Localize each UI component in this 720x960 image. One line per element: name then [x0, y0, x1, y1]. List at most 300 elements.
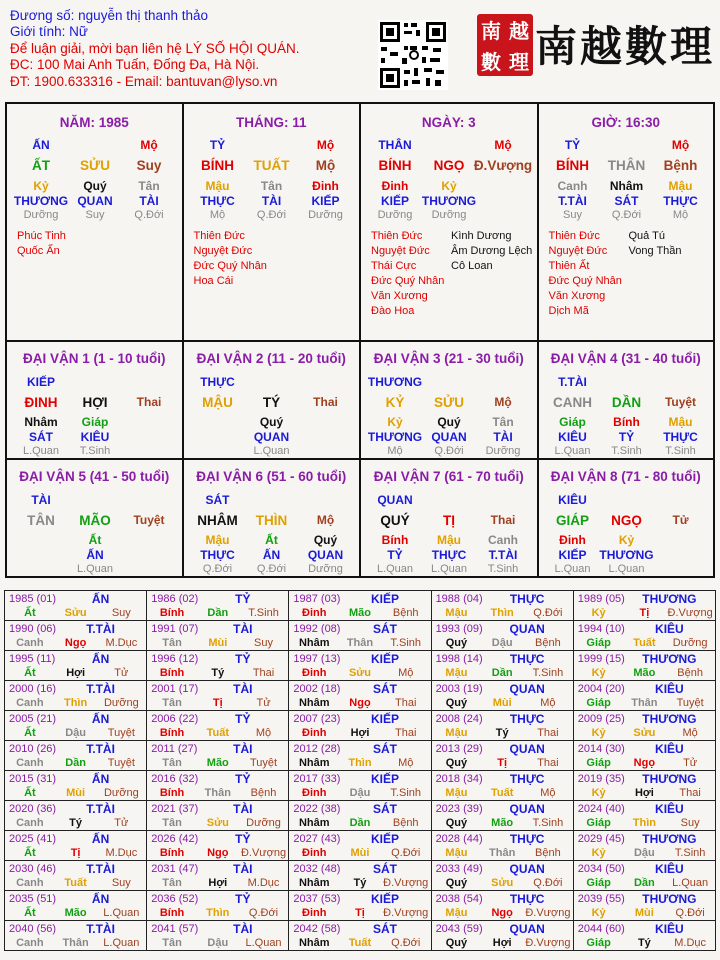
annual-cell[interactable]: [289, 771, 431, 801]
annual-cell[interactable]: [5, 861, 147, 891]
year-stem: Ất: [24, 727, 36, 739]
annual-cell[interactable]: [5, 711, 147, 741]
year-ten-god: T.TÀI: [86, 742, 115, 756]
star-label: Đức Quý Nhân: [371, 275, 445, 287]
annual-cell[interactable]: [573, 861, 715, 891]
pillar-top: Mộ: [140, 138, 158, 152]
annual-cell[interactable]: [5, 801, 147, 831]
dai-van-hidden: Quý: [313, 533, 338, 547]
contact-note: Để luận giải, mời bạn liên hệ LÝ SỐ HỘI QUÁN.: [10, 40, 300, 56]
year-pillar: [7, 787, 144, 799]
star-label: Cô Loan: [451, 260, 493, 272]
year-phase: Mộ: [540, 697, 556, 709]
gender: Giới tính: Nữ: [10, 24, 88, 40]
annual-cell[interactable]: [431, 921, 573, 951]
year-label: 2022 (38): [293, 803, 341, 815]
year-ten-god: SÁT: [372, 802, 397, 816]
dai-van-hidden: Giáp: [559, 415, 586, 429]
year-branch: Dậu: [491, 637, 513, 649]
dai-van-hidden-ten: QUAN: [307, 548, 344, 562]
dai-van-hidden-phase: T.Sinh: [79, 445, 111, 457]
dai-van-hidden-ten: KIẾP: [558, 548, 587, 562]
year-pillar: [291, 877, 428, 889]
annual-cell[interactable]: [431, 651, 573, 681]
year-label: 2026 (42): [151, 833, 199, 845]
phone-email[interactable]: ĐT: 1900.633316 - Email: bantuvan@lyso.vn: [10, 73, 278, 89]
year-pillar: [434, 787, 571, 799]
dai-van-hidden-ten: TÀI: [493, 430, 513, 444]
annual-cell[interactable]: [289, 861, 431, 891]
qr-code-icon[interactable]: [378, 20, 448, 90]
annual-cell[interactable]: [147, 771, 289, 801]
annual-cell[interactable]: [289, 741, 431, 771]
star-label: Đức Quý Nhân: [548, 275, 622, 287]
year-pillar: [434, 727, 571, 739]
year-stem: Nhâm: [298, 697, 330, 709]
dai-van-hidden: Ất: [88, 533, 102, 547]
pillar-top: Mộ: [494, 138, 512, 152]
pillar-phase: Q.Đới: [256, 209, 287, 221]
annual-cell[interactable]: [147, 651, 289, 681]
dai-van-hidden-ten: THỰC: [663, 430, 698, 444]
dai-van-hidden-ten: QUAN: [253, 430, 290, 444]
annual-cell[interactable]: [431, 711, 573, 741]
dai-van-box: [361, 342, 539, 460]
year-stem: Giáp: [586, 697, 611, 709]
pillar-top: TỶ: [209, 138, 226, 152]
pillar-ten: TÀI: [139, 194, 159, 208]
annual-cell[interactable]: [573, 741, 715, 771]
annual-cell[interactable]: [5, 771, 147, 801]
year-phase: L.Quan: [103, 937, 140, 949]
annual-cell[interactable]: [289, 621, 431, 651]
year-stem: Kỷ: [591, 607, 606, 619]
annual-cell[interactable]: [5, 741, 147, 771]
dai-van-hidden: Canh: [488, 533, 518, 547]
annual-cell[interactable]: [431, 621, 573, 651]
year-label: 2012 (28): [293, 743, 341, 755]
year-phase: Dưỡng: [246, 817, 281, 829]
year-label: 2008 (24): [435, 713, 483, 725]
year-branch: Ngọ: [633, 757, 656, 769]
year-pillar: [434, 607, 571, 619]
year-phase: Q.Đới: [675, 907, 705, 919]
annual-cell[interactable]: [147, 921, 289, 951]
dai-van-title: ĐẠI VẬN 4 (31 - 40 tuổi): [550, 351, 701, 366]
year-phase: L.Quan: [672, 877, 709, 889]
year-pillar: [576, 637, 713, 649]
year-stem: Đinh: [302, 727, 327, 739]
dai-van-hidden: Mậu: [437, 533, 461, 547]
year-branch: Thìn: [206, 907, 230, 919]
annual-cell[interactable]: [147, 861, 289, 891]
annual-cell[interactable]: [289, 831, 431, 861]
dai-van-stem: GIÁP: [555, 513, 589, 528]
annual-cell[interactable]: [147, 711, 289, 741]
year-pillar: [149, 667, 286, 679]
year-pillar: [434, 907, 571, 919]
year-label: 2019 (35): [577, 773, 625, 785]
year-stem: Nhâm: [298, 637, 330, 649]
pillar-hidden: Kỷ: [33, 179, 49, 193]
annual-cell[interactable]: [5, 891, 147, 921]
dai-van-hidden-phase: L.Quan: [608, 563, 645, 575]
annual-cell[interactable]: [289, 921, 431, 951]
year-stem: Mậu: [445, 667, 468, 679]
year-branch: Thìn: [490, 607, 514, 619]
annual-cell[interactable]: [431, 861, 573, 891]
annual-cell[interactable]: [573, 831, 715, 861]
year-stem: Bính: [159, 847, 185, 859]
year-branch: Mão: [64, 907, 87, 919]
year-branch: Dần: [491, 667, 513, 679]
dai-van-hidden-phase: Q.Đới: [202, 563, 233, 575]
year-label: 2031 (47): [151, 863, 199, 875]
annual-cell[interactable]: [289, 681, 431, 711]
dai-van-phase: Tuyệt: [664, 395, 697, 409]
year-pillar: [7, 727, 144, 739]
dai-van-stem: MẬU: [202, 395, 233, 410]
pillar-phase: Dưỡng: [308, 209, 343, 221]
year-branch: Hợi: [66, 667, 86, 679]
annual-luck-table: [4, 590, 716, 951]
dai-van-box: [361, 460, 539, 578]
annual-row: [5, 861, 716, 891]
dai-van-hidden: Tân: [492, 415, 514, 429]
year-branch: Thân: [489, 847, 516, 859]
year-label: 2040 (56): [9, 923, 57, 935]
year-pillar: [7, 937, 144, 949]
dai-van-hidden: Kỷ: [618, 533, 635, 547]
year-phase: T.Sinh: [532, 667, 564, 679]
year-stem: Đinh: [302, 787, 327, 799]
year-phase: M.Dục: [247, 877, 280, 889]
year-label: 2032 (48): [293, 863, 341, 875]
year-ten-god: TÀI: [233, 862, 253, 876]
annual-cell[interactable]: [289, 801, 431, 831]
year-phase: Suy: [680, 817, 700, 829]
year-branch: Tý: [69, 817, 83, 829]
year-stem: Mậu: [445, 607, 468, 619]
annual-row: [5, 591, 716, 621]
year-label: 2007 (23): [293, 713, 341, 725]
year-phase: Mộ: [398, 667, 414, 679]
year-phase: Đ.Vượng: [383, 907, 429, 919]
header-info: [10, 8, 380, 90]
year-phase: Q.Đới: [533, 607, 563, 619]
year-label: 2044 (60): [577, 923, 625, 935]
dai-van-stem: QUÝ: [380, 513, 410, 528]
year-label: 2028 (44): [435, 833, 483, 845]
pillar-top: THÂN: [378, 138, 412, 152]
annual-cell[interactable]: [147, 741, 289, 771]
dai-van-hidden: Mậu: [668, 415, 693, 429]
pillar-box: [7, 104, 184, 342]
year-stem: Kỷ: [591, 667, 606, 679]
year-branch: Tuất: [348, 937, 372, 949]
year-stem: Ất: [24, 787, 36, 799]
star-label: Thiên Đức: [548, 230, 600, 242]
annual-cell[interactable]: [147, 621, 289, 651]
year-ten-god: KIÊU: [655, 682, 684, 696]
annual-cell[interactable]: [573, 801, 715, 831]
year-pillar: [576, 757, 713, 769]
year-phase: Tử: [256, 697, 271, 709]
dai-van-stem: TÂN: [27, 513, 55, 528]
pillar-hidden: Mậu: [668, 179, 693, 193]
year-label: 1992 (08): [293, 623, 341, 635]
year-pillar: [576, 937, 713, 949]
year-ten-god: TỶ: [235, 772, 251, 786]
year-phase: Thai: [537, 757, 559, 769]
year-pillar: [291, 727, 428, 739]
year-ten-god: TÀI: [233, 742, 253, 756]
pillar-phase: Suy: [85, 209, 105, 221]
owner-name: Đương số: nguyễn thị thanh thảo: [10, 8, 209, 23]
year-phase: Đ.Vượng: [525, 937, 571, 949]
year-branch: Sửu: [491, 877, 514, 889]
year-pillar: [434, 637, 571, 649]
annual-row: [5, 651, 716, 681]
pillar-box: [539, 104, 716, 342]
year-phase: Bệnh: [535, 637, 561, 649]
year-pillar: [291, 637, 428, 649]
year-ten-god: QUAN: [509, 742, 545, 756]
year-stem: Đinh: [302, 847, 327, 859]
annual-cell[interactable]: [289, 711, 431, 741]
dai-van-hidden-ten: SÁT: [29, 430, 53, 444]
year-pillar: [7, 907, 144, 919]
dai-van-hidden-phase: Mộ: [387, 445, 403, 457]
annual-cell[interactable]: [431, 591, 573, 621]
dai-van-hidden-phase: L.Quan: [554, 563, 591, 575]
dai-van-title: ĐẠI VẬN 3 (21 - 30 tuổi): [373, 351, 524, 366]
annual-cell[interactable]: [431, 801, 573, 831]
annual-cell[interactable]: [573, 921, 715, 951]
star-label: Thái Cực: [371, 260, 417, 272]
dai-van-hidden-phase: T.Sinh: [611, 445, 642, 457]
year-label: 1991 (07): [151, 623, 199, 635]
annual-cell[interactable]: [5, 921, 147, 951]
year-phase: Dưỡng: [672, 637, 708, 649]
year-branch: Dần: [65, 757, 86, 769]
annual-cell[interactable]: [573, 621, 715, 651]
year-branch: Tuất: [64, 877, 87, 889]
year-ten-god: KIẾP: [370, 652, 399, 666]
year-phase: Tuyệt: [249, 757, 278, 769]
year-branch: Tị: [355, 907, 365, 919]
dai-van-branch: DẦN: [611, 395, 642, 410]
pillar-ten: T.TÀI: [558, 194, 587, 208]
year-ten-god: TÀI: [233, 802, 253, 816]
star-label: Văn Xương: [371, 290, 428, 302]
year-pillar: [291, 907, 428, 919]
year-pillar: [149, 937, 286, 949]
pillar-ten: THỰC: [200, 194, 235, 208]
year-ten-god: SÁT: [372, 862, 397, 876]
dai-van-hidden-ten: T.TÀI: [488, 548, 518, 562]
year-ten-god: THƯƠNG: [642, 652, 697, 666]
dai-van-box: [539, 460, 716, 578]
year-ten-god: TỶ: [235, 592, 251, 606]
year-stem: Đinh: [302, 607, 327, 619]
annual-row: [5, 711, 716, 741]
year-ten-god: THƯƠNG: [642, 592, 697, 606]
year-phase: L.Quan: [103, 907, 140, 919]
annual-cell[interactable]: [431, 681, 573, 711]
year-stem: Canh: [16, 817, 44, 829]
year-label: 1999 (15): [577, 653, 625, 665]
annual-cell[interactable]: [5, 591, 147, 621]
year-phase: Bệnh: [677, 667, 703, 679]
pillar-ten: KIẾP: [311, 194, 340, 208]
year-stem: Giáp: [586, 937, 611, 949]
year-pillar: [576, 877, 713, 889]
star-label: Văn Xương: [548, 290, 606, 302]
dai-van-title: ĐẠI VẬN 1 (1 - 10 tuổi): [22, 351, 166, 366]
year-ten-god: KIẾP: [370, 772, 399, 786]
year-pillar: [7, 637, 144, 649]
year-stem: Quý: [445, 697, 468, 709]
year-stem: Tân: [162, 757, 182, 769]
pillar-hidden: Canh: [557, 179, 588, 193]
star-label: Dịch Mã: [548, 305, 589, 317]
dai-van-title: ĐẠI VẬN 8 (71 - 80 tuổi): [550, 469, 701, 484]
year-ten-god: TÀI: [233, 622, 253, 636]
pillar-ten: SÁT: [614, 194, 639, 208]
year-label: 2016 (32): [151, 773, 199, 785]
dai-van-hidden-ten: ẤN: [262, 548, 281, 562]
annual-cell[interactable]: [5, 681, 147, 711]
year-ten-god: QUAN: [509, 862, 545, 876]
year-branch: Tý: [211, 667, 225, 679]
year-phase: Suy: [111, 877, 131, 889]
year-label: 2033 (49): [435, 863, 483, 875]
year-pillar: [291, 847, 428, 859]
year-ten-god: ẤN: [91, 832, 110, 846]
dai-van-hidden-ten: KIÊU: [80, 430, 110, 444]
year-pillar: [7, 607, 144, 619]
pillar-hidden: Tân: [138, 179, 160, 193]
year-ten-god: THỰC: [509, 592, 545, 606]
year-label: 2005 (21): [9, 713, 57, 725]
star-label: Hoa Cái: [193, 275, 234, 287]
year-ten-god: THỰC: [509, 832, 545, 846]
dai-van-phase: Thai: [313, 395, 338, 409]
annual-cell[interactable]: [573, 891, 715, 921]
annual-cell[interactable]: [573, 591, 715, 621]
year-phase: Q.Đới: [248, 907, 279, 919]
year-stem: Nhâm: [298, 937, 330, 949]
annual-cell[interactable]: [289, 651, 431, 681]
year-phase: Thai: [252, 667, 275, 679]
dai-van-hidden-ten: THỰC: [431, 548, 467, 562]
year-label: 2011 (27): [151, 743, 198, 755]
dai-van-hidden-phase: L.Quan: [76, 563, 114, 575]
year-phase: Thai: [395, 697, 417, 709]
year-pillar: [7, 757, 144, 769]
star-label: Đào Hoa: [371, 305, 415, 317]
dai-van-hidden-ten: QUAN: [431, 430, 467, 444]
pillar-top: ẤN: [32, 138, 50, 152]
year-pillar: [576, 787, 713, 799]
annual-cell[interactable]: [289, 591, 431, 621]
year-pillar: [576, 667, 713, 679]
year-label: 1996 (12): [151, 653, 199, 665]
dai-van-hidden-ten: THƯƠNG: [599, 548, 654, 562]
year-branch: Thân: [631, 697, 658, 709]
dai-van-hidden-phase: L.Quan: [376, 563, 414, 575]
dai-van-hidden-phase: L.Quan: [554, 445, 591, 457]
annual-cell[interactable]: [147, 681, 289, 711]
year-phase: T.Sinh: [532, 817, 564, 829]
pillar-title: THÁNG: 11: [235, 115, 307, 130]
year-label: 2013 (29): [435, 743, 483, 755]
dai-van-hidden-phase: L.Quan: [430, 563, 468, 575]
annual-row: [5, 681, 716, 711]
year-ten-god: ẤN: [91, 652, 110, 666]
annual-cell[interactable]: [431, 891, 573, 921]
year-pillar: [7, 817, 144, 829]
year-ten-god: T.TÀI: [86, 802, 115, 816]
year-label: 1995 (11): [9, 653, 56, 665]
annual-cell[interactable]: [431, 741, 573, 771]
annual-cell[interactable]: [573, 651, 715, 681]
annual-cell[interactable]: [431, 771, 573, 801]
annual-cell[interactable]: [431, 831, 573, 861]
pillar-phase: Dưỡng: [431, 209, 467, 221]
annual-cell[interactable]: [5, 831, 147, 861]
dai-van-hidden-phase: T.Sinh: [665, 445, 696, 457]
year-ten-god: T.TÀI: [86, 922, 115, 936]
year-stem: Quý: [445, 877, 468, 889]
year-phase: M.Dục: [105, 847, 138, 859]
dai-van-hidden-phase: L.Quan: [253, 445, 290, 457]
pillar-mid: Suy: [136, 158, 162, 173]
annual-row: [5, 741, 716, 771]
annual-cell[interactable]: [5, 621, 147, 651]
annual-cell[interactable]: [147, 891, 289, 921]
pillar-ten: THƯƠNG: [421, 194, 477, 208]
year-ten-god: ẤN: [91, 592, 110, 606]
dai-van-hidden-ten: ẤN: [86, 548, 104, 562]
dai-van-branch: NGỌ: [611, 513, 642, 528]
year-pillar: [576, 727, 713, 739]
annual-cell[interactable]: [573, 681, 715, 711]
year-label: 2041 (57): [151, 923, 199, 935]
year-stem: Canh: [16, 697, 44, 709]
annual-cell[interactable]: [147, 591, 289, 621]
annual-cell[interactable]: [5, 651, 147, 681]
annual-cell[interactable]: [289, 891, 431, 921]
dai-van-hidden-ten: THỰC: [200, 548, 235, 562]
year-label: 1985 (01): [9, 593, 57, 605]
pillar-phase: Mộ: [672, 209, 689, 221]
dai-van-ten-god: KIÊU: [558, 493, 587, 507]
annual-cell[interactable]: [147, 831, 289, 861]
annual-cell[interactable]: [573, 711, 715, 741]
dai-van-stem: CANH: [553, 395, 592, 410]
chart-grid: [5, 102, 715, 578]
year-stem: Ất: [24, 847, 36, 859]
annual-cell[interactable]: [573, 771, 715, 801]
year-phase: T.Sinh: [390, 787, 421, 799]
annual-cell[interactable]: [147, 801, 289, 831]
year-stem: Kỷ: [591, 787, 606, 799]
dai-van-title: ĐẠI VẬN 2 (11 - 20 tuổi): [196, 351, 346, 366]
year-ten-god: ẤN: [91, 772, 110, 786]
year-ten-god: KIÊU: [655, 922, 684, 936]
